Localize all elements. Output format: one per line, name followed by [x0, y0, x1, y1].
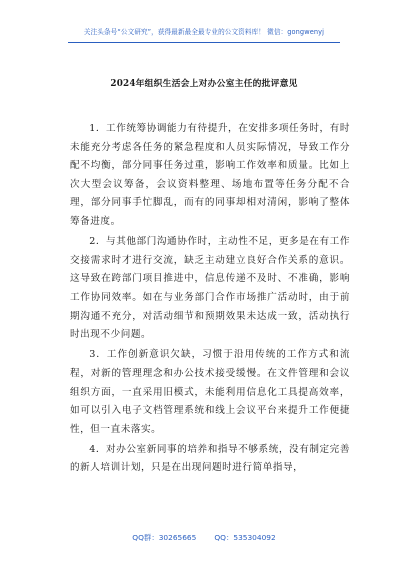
paragraph-1: 1．工作统筹协调能力有待提升，在安排多项任务时，有时未能充分考虑各任务的紧急程度和人员实际情况，导致工作分配不均衡，部分同事任务过重，影响工作效率和质量。比如上次大型会议筹备，会议资料整理、场地布置等任务分配不合理，部分同事手忙脚乱，而有的同事却相对清闲，影响了整体筹备进度。 [70, 123, 350, 227]
paragraph-3: 3．工作创新意识欠缺，习惯于沿用传统的工作方式和流程，对新的管理理念和办公技术接受缓慢。在文件管理和会议组织方面，一直采用旧模式，未能利用信息化工具提高效率，如可以引入电子文档管理系统和线上会议平台来提升工作便捷性，但一直未落实。 [70, 349, 350, 435]
document-body [70, 120, 350, 480]
document-title: 2024年组织生活会上对办公室主任的批评意见 [110, 79, 298, 89]
watermark-header: 关注头条号“公文研究”，获得最新最全最专业的公文资料库！ 微信：gongwenyj [83, 28, 325, 36]
header-divider [68, 42, 340, 43]
paragraph-4: 4．对办公室新同事的培养和指导不够系统，没有制定完善的新人培训计划，只是在出现问题时进行简单指导， [70, 443, 350, 474]
qq-group-number: QQ群：30265665 [132, 533, 197, 542]
paragraph-2: 2．与其他部门沟通协作时，主动性不足，更多是在有工作交接需求时才进行交流，缺乏主动建立良好合作关系的意识。这导致在跨部门项目推进中，信息传递不及时、不准确，影响工作协同效率。如在与业务部门合作市场推广活动时，由于前期沟通不充分，对活动细节和预期效果未达成一致，活动执行时出现不少问题。 [70, 236, 350, 341]
watermark-footer [0, 532, 408, 543]
qq-number: QQ：535304092 [214, 533, 276, 542]
